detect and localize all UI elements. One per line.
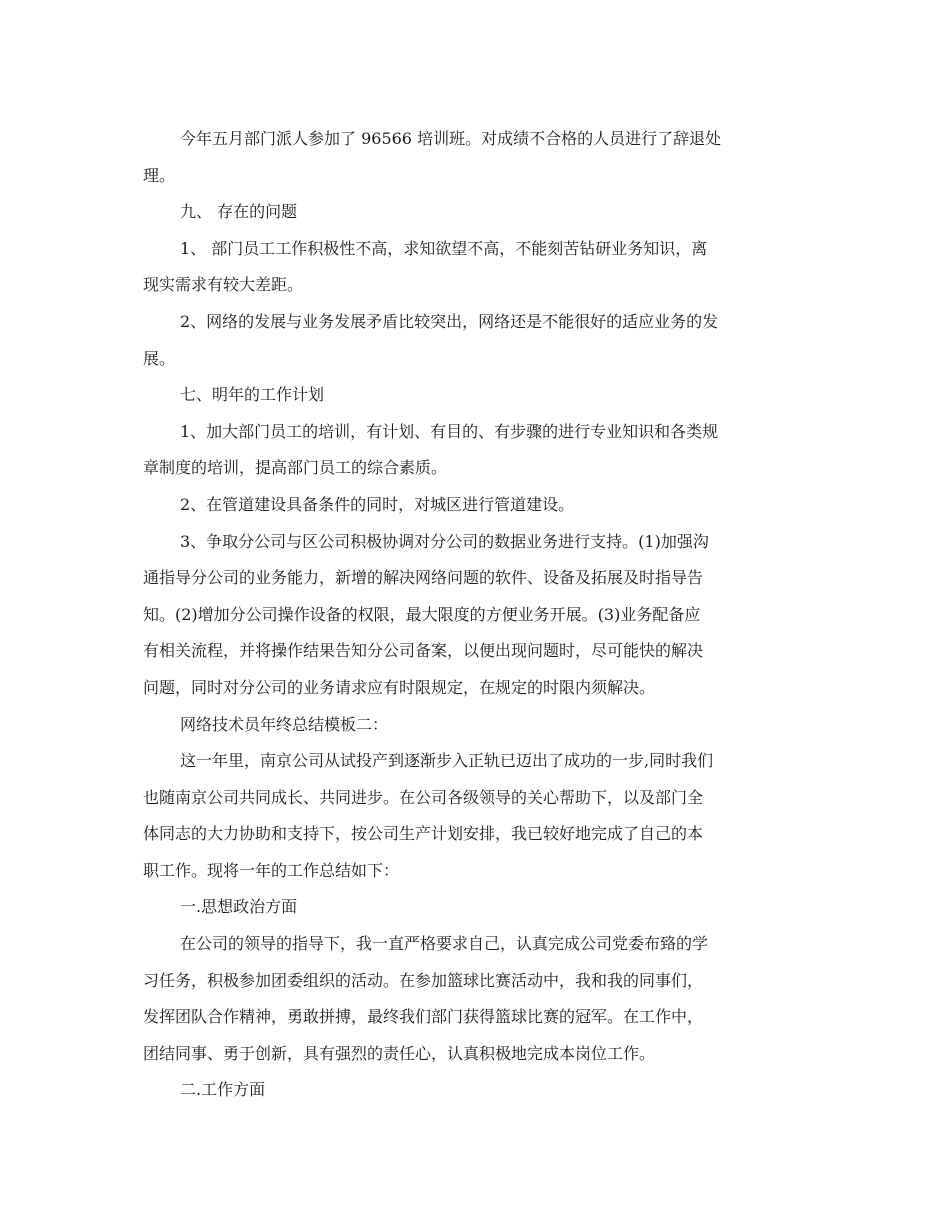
text-line: 也随南京公司共同成长、共同进步。在公司各级领导的关心帮助下，以及部门全 — [143, 787, 704, 807]
text-line: 章制度的培训，提高部门员工的综合素质。 — [143, 458, 448, 478]
text-line: 通指导分公司的业务能力，新增的解决网络问题的软件、设备及拓展及时指导告 — [143, 568, 704, 588]
text-line: 一.思想政治方面 — [180, 897, 298, 917]
text-line: 今年五月部门派人参加了 96566 培训班。对成绩不合格的人员进行了辞退处 — [180, 129, 722, 148]
text-line: 知。(2)增加分公司操作设备的权限，最大限度的方便业务开展。(3)业务配备应 — [143, 604, 701, 624]
text-line: 发挥团队合作精神，勇敢拼搏，最终我们部门获得篮球比赛的冠军。在工作中， — [143, 1007, 704, 1027]
text-line: 九、 存在的问题 — [180, 202, 298, 222]
text-line: 职工作。现将一年的工作总结如下： — [143, 860, 400, 880]
text-line: 有相关流程，并将操作结果告知分公司备案，以便出现问题时，尽可能快的解决 — [143, 641, 704, 661]
text-line: 展。 — [143, 348, 176, 368]
text-line: 3、争取分公司与区公司积极协调对分公司的数据业务进行支持。(1)加强沟 — [180, 531, 709, 551]
document-page — [143, 126, 808, 1114]
text-line: 1、 部门员工工作积极性不高，求知欲望不高，不能刻苦钻研业务知识，离 — [180, 238, 708, 258]
text-line: 现实需求有较大差距。 — [143, 275, 304, 295]
text-line: 理。 — [143, 165, 176, 185]
text-line: 二.工作方面 — [180, 1080, 266, 1100]
text-line: 2、在管道建设具备条件的同时，对城区进行管道建设。 — [180, 494, 575, 514]
text-line: 团结同事、勇于创新，具有强烈的责任心，认真积极地完成本岗位工作。 — [143, 1043, 656, 1063]
text-line: 体同志的大力协助和支持下，按公司生产计划安排，我已较好地完成了自己的本 — [143, 824, 704, 844]
text-line: 在公司的领导的指导下，我一直严格要求自己，认真完成公司党委布臵的学 — [180, 934, 709, 954]
text-line: 这一年里，南京公司从试投产到逐渐步入正轨已迈出了成功的一步,同时我们 — [180, 751, 714, 771]
text-line: 习任务，积极参加团委组织的活动。在参加篮球比赛活动中，我和我的同事们， — [143, 970, 704, 990]
text-line: 1、加大部门员工的培训，有计划、有目的、有步骤的进行专业知识和各类规 — [180, 421, 719, 441]
text-line: 2、网络的发展与业务发展矛盾比较突出，网络还是不能很好的适应业务的发 — [180, 311, 719, 331]
text-line: 七、明年的工作计划 — [180, 385, 325, 405]
text-line: 问题，同时对分公司的业务请求应有时限规定，在规定的时限内须解决。 — [143, 677, 656, 697]
text-line: 网络技术员年终总结模板二： — [180, 714, 389, 734]
